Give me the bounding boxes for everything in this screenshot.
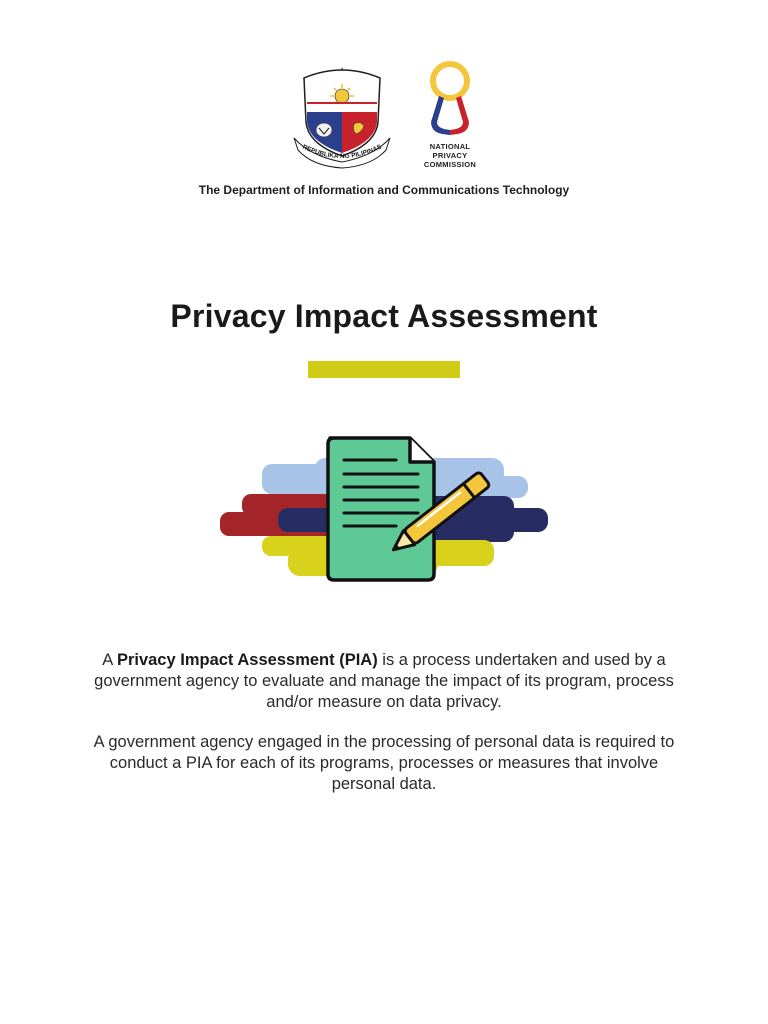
npc-line-2: PRIVACY xyxy=(432,151,468,160)
title-accent-bar xyxy=(308,361,460,378)
document-pencil-icon xyxy=(214,430,554,590)
seal-scroll-text: REPUBLIKA NG PILIPINAS xyxy=(301,143,383,161)
pia-definition-text: is a process undertaken and used by a government agency to evaluate and manage the impact of its program, process and/or measure on data privacy. xyxy=(94,651,674,711)
pia-definition-paragraph xyxy=(80,650,688,713)
department-name: The Department of Information and Communications Technology xyxy=(198,183,570,197)
header-logos xyxy=(0,58,768,173)
philippine-seal-icon xyxy=(290,60,394,170)
pia-term: Privacy Impact Assessment (PIA) xyxy=(116,651,378,669)
page-title: Privacy Impact Assessment xyxy=(170,298,598,334)
npc-logo-text xyxy=(418,142,482,169)
npc-logo xyxy=(418,60,482,172)
npc-logo-icon xyxy=(418,60,482,140)
npc-line-3: COMMISSION xyxy=(423,160,477,169)
npc-line-1: NATIONAL xyxy=(429,142,471,151)
pia-definition-prefix: A xyxy=(102,651,117,669)
pia-requirement-paragraph: A government agency engaged in the processing of personal data is required to conduct a PIA for each of its programs, processes or measures that involve personal data. xyxy=(93,733,675,793)
